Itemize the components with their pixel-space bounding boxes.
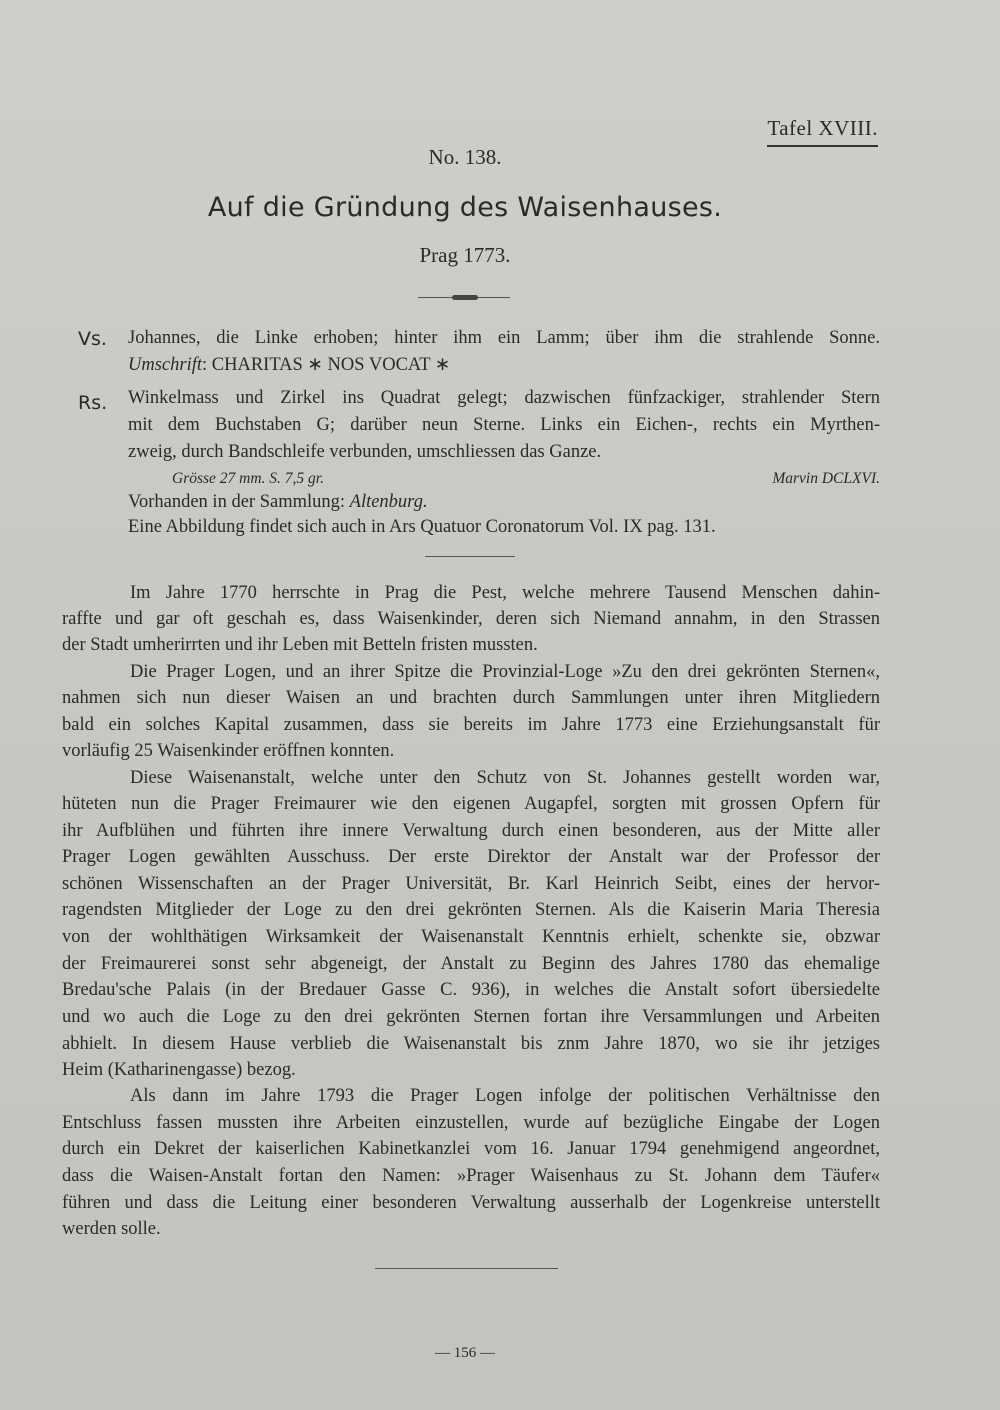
collection-name: Altenburg. (349, 492, 428, 512)
illustration-note: Eine Abbildung findet sich auch in Ars Quatuor Coronatorum Vol. IX pag. 131. (128, 517, 716, 537)
body-line: abhielt. In diesem Hause verblieb die Waisenanstalt bis znm Jahre 1870, wo sie ihr jetziges (62, 1034, 880, 1054)
body-line: Die Prager Logen, und an ihrer Spitze die Provinzial-Loge »Zu den drei gekrönten Sternen«, (130, 662, 880, 682)
body-line: der Stadt umherirrten und ihr Leben mit Betteln fristen mussten. (62, 635, 538, 655)
obverse-tag: Vs. (78, 328, 107, 350)
entry-number: No. 138. (428, 145, 502, 169)
body-line: Bredau'sche Palais (in der Bredauer Gasse C. 936), in welches die Anstalt sofort übersiedelte (62, 980, 880, 1000)
body-line: Als dann im Jahre 1793 die Prager Logen infolge der politischen Verhältnisse den (130, 1086, 880, 1106)
body-line: durch ein Dekret der kaiserlichen Kabinetkanzlei vom 16. Januar 1794 genehmigend angeordnet, (62, 1139, 880, 1159)
reverse-line-2: mit dem Buchstaben G; darüber neun Sterne. Links ein Eichen-, rechts ein Myrthen- (128, 415, 880, 435)
body-line: Diese Waisenanstalt, welche unter den Schutz von St. Johannes gestellt worden war, (130, 768, 880, 788)
catalog-reference: Marvin DCLXVI. (772, 470, 880, 487)
body-line: bald ein solches Kapital zusammen, dass sie bereits im Jahre 1773 eine Erziehungsanstalt für (62, 715, 880, 735)
section-divider (425, 556, 515, 557)
body-line: Im Jahre 1770 herrschte in Prag die Pest, welche mehrere Tausend Menschen dahin- (130, 583, 880, 603)
reverse-line-1: Winkelmass und Zirkel ins Quadrat gelegt; dazwischen fünfzackiger, strahlender Stern (128, 388, 880, 408)
end-divider (375, 1268, 558, 1269)
body-line: dass die Waisen-Anstalt fortan den Namen: »Prager Waisenhaus zu St. Johann dem Täufer« (62, 1166, 880, 1186)
reverse-tag: Rs. (78, 392, 108, 414)
collection-label: Vorhanden in der Sammlung: (128, 492, 350, 512)
body-line: werden solle. (62, 1219, 161, 1239)
medal-size: Grösse 27 mm. S. 7,5 gr. (172, 470, 324, 487)
inscription-text: : CHARITAS ∗ NOS VOCAT ∗ (202, 355, 451, 375)
body-line: ragendsten Mitglieder der Loge zu den drei gekrönten Sternen. Als die Kaiserin Maria Theresia (62, 900, 880, 920)
body-line: führen und dass die Leitung einer besonderen Verwaltung ausserhalb der Logenkreise unterstellt (62, 1193, 880, 1213)
body-line: raffte und gar oft geschah es, dass Waisenkinder, deren sich Niemand annahm, in den Strassen (62, 609, 880, 629)
body-line: und wo auch die Loge zu den drei gekrönten Sternen fortan ihre Versammlungen und Arbeiten (62, 1007, 880, 1027)
ornament-divider (418, 295, 510, 301)
body-line: Heim (Katharinengasse) bezog. (62, 1060, 296, 1080)
place-year: Prag 1773. (419, 243, 511, 267)
body-line: schönen Wissenschaften an der Prager Universität, Br. Karl Heinrich Seibt, eines der hervor- (62, 874, 880, 894)
obverse-inscription (128, 352, 880, 379)
body-line: Prager Logen gewählten Ausschuss. Der erste Direktor der Anstalt war der Professor der (62, 847, 880, 867)
body-line: der Freimaurerei sonst sehr abgeneigt, der Anstalt zu Beginn des Jahres 1780 das ehemalige (62, 954, 880, 974)
page-number: — 156 — (435, 1345, 495, 1361)
body-line: von der wohlthätigen Wirksamkeit der Waisenanstalt Kenntnis erhielt, schenkte sie, obzwar (62, 927, 880, 947)
page-title: Auf die Gründung des Waisenhauses. (207, 192, 723, 223)
body-line: nahmen sich nun dieser Waisen an und brachten durch Sammlungen unter ihren Mitgliedern (62, 688, 880, 708)
reverse-line-3: zweig, durch Bandschleife verbunden, umschliessen das Ganze. (128, 442, 602, 462)
body-line: hüteten nun die Prager Freimaurer wie den eigenen Augapfel, sorgten mit grossen Opfern für (62, 794, 880, 814)
obverse-description: Johannes, die Linke erhoben; hinter ihm ein Lamm; über ihm die strahlende Sonne. (128, 328, 880, 348)
plate-number: Tafel XVIII. (767, 116, 878, 147)
body-line: vorläufig 25 Waisenkinder eröffnen konnten. (62, 741, 395, 761)
inscription-label: Umschrift (128, 355, 202, 375)
body-line: ihr Aufblühen und führten ihre innere Verwaltung durch einen besonderen, aus der Mitte aller (62, 821, 880, 841)
body-line: Entschluss fassen mussten ihre Arbeiten einzustellen, wurde auf bezügliche Eingabe der Logen (62, 1113, 880, 1133)
collection-note (128, 489, 428, 516)
